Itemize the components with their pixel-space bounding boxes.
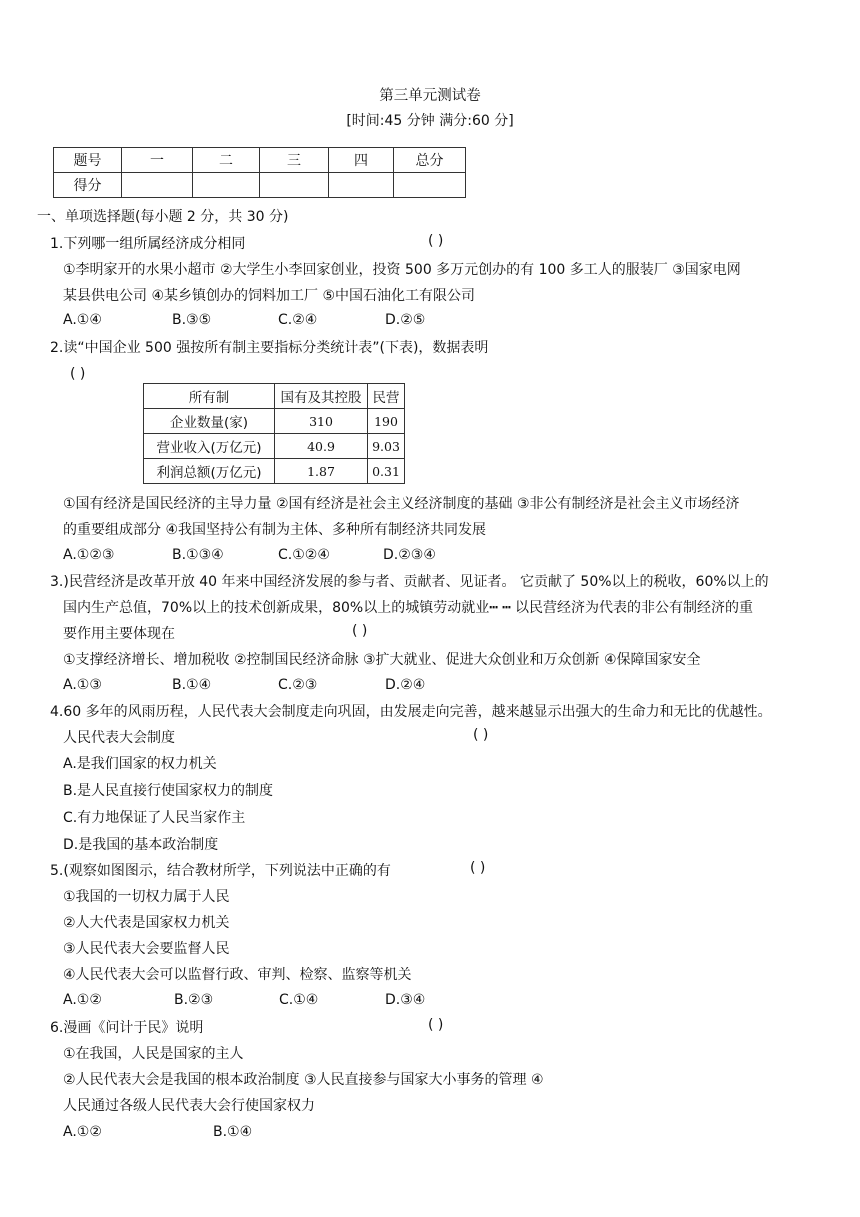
q5-choice-b: B.②③ <box>174 992 214 1008</box>
q2-answer-paren: ( ) <box>70 366 86 382</box>
q4-option-d: D.是我国的基本政治制度 <box>63 837 219 853</box>
q4-stem-line: 人民代表大会制度 <box>63 730 175 746</box>
q1-options-line: 某县供电公司 ④某乡镇创办的饲料加工厂 ⑤中国石油化工有限公司 <box>63 288 476 304</box>
q5-option: ④人民代表大会可以监督行政、审判、检察、监察等机关 <box>63 967 412 983</box>
q3-stem-line: 3.)民营经济是改革开放 40 年来中国经济发展的参与者、贡献者、见证者。 它贡献了 50%以上的税收，60%以上的 <box>50 574 769 590</box>
score-input-cell <box>260 173 329 198</box>
q2-choice-d: D.②③④ <box>383 547 436 563</box>
table-cell: 营业收入(万亿元) <box>144 434 275 459</box>
q6-options-line: ①在我国，人民是国家的主人 <box>63 1046 244 1062</box>
q4-option-b: B.是人民直接行使国家权力的制度 <box>63 783 274 799</box>
score-cell: 得分 <box>54 173 122 198</box>
q1-answer-paren: ( ) <box>428 233 444 249</box>
q3-stem-line: 要作用主要体现在 <box>63 626 175 642</box>
q1-choice-c: C.②④ <box>278 312 318 328</box>
q5-option: ②人大代表是国家权力机关 <box>63 915 230 931</box>
q1-stem: 1.下列哪一组所属经济成分相同 <box>50 236 246 252</box>
q4-option-a: A.是我们国家的权力机关 <box>63 756 217 772</box>
q3-choice-c: C.②③ <box>278 677 318 693</box>
q1-choice-d: D.②⑤ <box>385 312 426 328</box>
q1-options-line: ①李明家开的水果小超市 ②大学生小李回家创业，投资 500 多万元创办的有 100 多工人的服装厂 ③国家电网 <box>63 262 741 278</box>
q5-stem: 5.(观察如图图示，结合教材所学，下列说法中正确的有 <box>50 863 391 879</box>
score-input-cell <box>329 173 394 198</box>
q3-choice-b: B.①④ <box>172 677 212 693</box>
table-header-cell: 国有及其控股 <box>275 384 368 409</box>
table-cell: 1.87 <box>275 459 368 484</box>
score-cell: 三 <box>260 148 329 173</box>
score-cell: 题号 <box>54 148 122 173</box>
score-table-row <box>54 148 466 173</box>
score-input-cell <box>122 173 193 198</box>
score-cell: 总分 <box>394 148 466 173</box>
table-cell: 190 <box>368 409 405 434</box>
score-input-cell <box>394 173 466 198</box>
q4-stem-line: 4.60 多年的风雨历程，人民代表大会制度走向巩固，由发展走向完善，越来越显示出强大的生命力和无比的优越性。 <box>50 704 772 720</box>
q5-option: ③人民代表大会要监督人民 <box>63 941 230 957</box>
q1-choice-b: B.③⑤ <box>172 312 212 328</box>
q5-choice-c: C.①④ <box>279 992 319 1008</box>
table-header-cell: 所有制 <box>144 384 275 409</box>
score-table <box>53 147 466 198</box>
section-heading: 一、单项选择题(每小题 2 分，共 30 分) <box>37 209 289 225</box>
q5-choice-a: A.①② <box>63 992 102 1008</box>
page-title: 第三单元测试卷 <box>379 88 481 104</box>
q6-answer-paren: ( ) <box>428 1017 444 1033</box>
table-row <box>144 409 405 434</box>
q5-choice-d: D.③④ <box>385 992 426 1008</box>
q3-choice-a: A.①③ <box>63 677 102 693</box>
q3-answer-paren: ( ) <box>352 623 368 639</box>
q2-options-line: ①国有经济是国民经济的主导力量 ②国有经济是社会主义经济制度的基础 ③非公有制经济是社会主义市场经济 <box>63 496 740 512</box>
q5-answer-paren: ( ) <box>470 860 486 876</box>
table-cell: 40.9 <box>275 434 368 459</box>
q2-choice-b: B.①③④ <box>172 547 224 563</box>
table-cell: 9.03 <box>368 434 405 459</box>
q6-choice-a: A.①② <box>63 1124 102 1140</box>
q4-answer-paren: ( ) <box>473 727 489 743</box>
q6-options-line: 人民通过各级人民代表大会行使国家权力 <box>63 1098 315 1114</box>
q4-option-c: C.有力地保证了人民当家作主 <box>63 810 246 826</box>
score-cell: 二 <box>193 148 260 173</box>
q3-options-line: ①支撑经济增长、增加税收 ②控制国民经济命脉 ③扩大就业、促进大众创业和万众创新 ④保障国家安全 <box>63 652 701 668</box>
table-cell: 利润总额(万亿元) <box>144 459 275 484</box>
score-table-row <box>54 173 466 198</box>
table-cell: 0.31 <box>368 459 405 484</box>
q2-options-line: 的重要组成部分 ④我国坚持公有制为主体、多种所有制经济共同发展 <box>63 522 486 538</box>
table-row <box>144 384 405 409</box>
table-cell: 企业数量(家) <box>144 409 275 434</box>
table-row <box>144 434 405 459</box>
table-row <box>144 459 405 484</box>
q2-choice-a: A.①②③ <box>63 547 115 563</box>
q3-stem-line: 国内生产总值，70%以上的技术创新成果，80%以上的城镇劳动就业┅ ┅ 以民营经济为代表的非公有制经济的重 <box>63 600 753 616</box>
table-header-cell: 民营 <box>368 384 405 409</box>
q6-options-line: ②人民代表大会是我国的根本政治制度 ③人民直接参与国家大小事务的管理 ④ <box>63 1072 544 1088</box>
q5-option: ①我国的一切权力属于人民 <box>63 889 230 905</box>
ownership-stats-table <box>143 383 405 484</box>
q6-choice-b: B.①④ <box>213 1124 253 1140</box>
q2-stem: 2.读“中国企业 500 强按所有制主要指标分类统计表”(下表)，数据表明 <box>50 340 489 356</box>
score-input-cell <box>193 173 260 198</box>
score-cell: 四 <box>329 148 394 173</box>
exam-info: [时间:45 分钟 满分:60 分] <box>346 113 514 129</box>
q1-choice-a: A.①④ <box>63 312 102 328</box>
q3-choice-d: D.②④ <box>385 677 426 693</box>
table-cell: 310 <box>275 409 368 434</box>
score-cell: 一 <box>122 148 193 173</box>
q2-choice-c: C.①②④ <box>278 547 330 563</box>
q6-stem: 6.漫画《问计于民》说明 <box>50 1020 204 1036</box>
